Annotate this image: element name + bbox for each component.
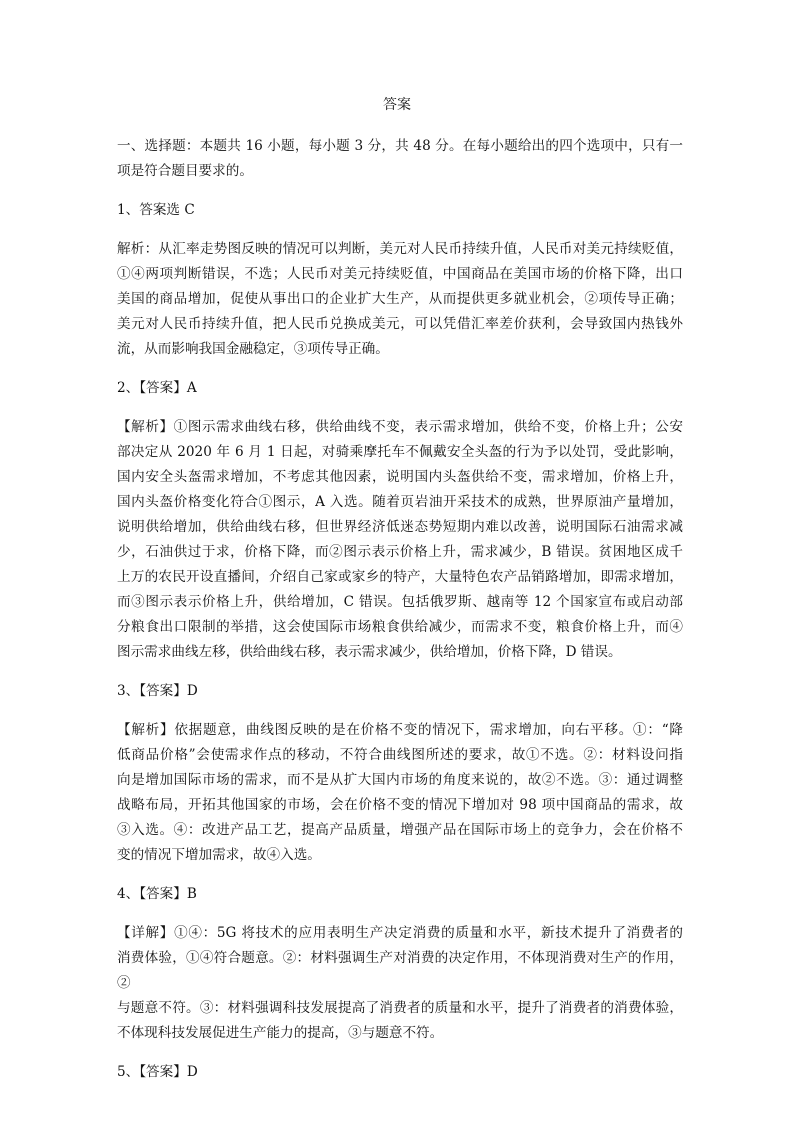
text-line: 不体现科技发展促进生产能力的提高，③与题意不符。	[117, 1025, 444, 1041]
text-line: 一、选择题：本题共 16 小题，每小题 3 分，共 48 分。在每小题给出的四个选项中，只有一	[117, 138, 683, 154]
question-4-answer: 4、【答案】B	[117, 886, 197, 902]
text-line: 解析：从汇率走势图反映的情况可以判断，美元对人民币持续升值，人民币对美元持续贬值，	[117, 241, 683, 257]
answer-content	[117, 134, 683, 1099]
section-instructions	[117, 134, 683, 184]
text-line: 【解析】①图示需求曲线右移，供给曲线不变，表示需求增加，供给不变，价格上升；公安	[117, 419, 683, 435]
text-line: 说明供给增加，供给曲线右移，但世界经济低迷态势短期内难以改善，说明国际石油需求减	[117, 519, 683, 535]
question-2-explanation	[117, 415, 683, 665]
question-3-answer: 3、【答案】D	[117, 683, 198, 699]
text-line: 【解析】依据题意，曲线图反映的是在价格不变的情况下，需求增加，向右平移。①：“降	[117, 722, 683, 738]
text-line: 【详解】①④：5G 将技术的应用表明生产决定消费的质量和水平，新技术提升了消费者的	[117, 925, 683, 941]
question-2-answer: 2、【答案】A	[117, 380, 197, 396]
text-line: 美国的商品增加，促使从事出口的企业扩大生产，从而提供更多就业机会，②项传导正确；	[117, 291, 683, 307]
text-line: 分粮食出口限制的举措，这会使国际市场粮食供给减少，而需求不变，粮食价格上升，而④	[117, 619, 683, 635]
text-line: 而③图示表示价格上升，供给增加，C 错误。包括俄罗斯、越南等 12 个国家宣布或启动部	[117, 594, 683, 610]
question-3-explanation	[117, 718, 683, 868]
text-line: 与题意不符。③：材料强调科技发展提高了消费者的质量和水平，提升了消费者的消费体验，	[117, 1000, 683, 1016]
text-line: 向是增加国际市场的需求，而不是从扩大国内市场的角度来说的，故②不选。③：通过调整	[117, 772, 683, 788]
text-line: 图示需求曲线左移，供给曲线右移，表示需求减少，供给增加，价格下降，D 错误。	[117, 644, 622, 660]
text-line: 流，从而影响我国金融稳定，③项传导正确。	[117, 341, 389, 357]
text-line: 上万的农民开设直播间，介绍自己家或家乡的特产，大量特色农产品销路增加，即需求增加，	[117, 569, 683, 585]
text-line: 美元对人民币持续升值，把人民币兑换成美元，可以凭借汇率差价获利，会导致国内热钱外	[117, 316, 683, 332]
text-line: ③入选。④：改进产品工艺，提高产品质量，增强产品在国际市场上的竞争力，会在价格不	[117, 822, 683, 838]
question-1-explanation	[117, 237, 683, 362]
text-line: 战略布局，开拓其他国家的市场，会在价格不变的情况下增加对 98 项中国商品的需求，故	[117, 797, 683, 813]
text-line: ①④两项判断错误，不选；人民币对美元持续贬值，中国商品在美国市场的价格下降，出口	[117, 266, 683, 282]
question-1-answer: 1、答案选 C	[117, 202, 195, 218]
page-title: 答案	[383, 97, 411, 113]
text-line: 低商品价格”会使需求作点的移动，不符合曲线图所述的要求，故①不选。②：材料设问指	[117, 747, 683, 763]
text-line: 国内安全头盔需求增加，不考虑其他因素，说明国内头盔供给不变，需求增加，价格上升，	[117, 469, 683, 485]
text-line: 少，石油供过于求，价格下降，而②图示表示价格上升，需求减少，B 错误。贫困地区成千	[117, 544, 683, 560]
text-line: 项是符合题目要求的。	[117, 163, 253, 179]
question-5-answer: 5、【答案】D	[117, 1064, 198, 1080]
question-4-explanation	[117, 921, 683, 1046]
text-line: 变的情况下增加需求，故④入选。	[117, 847, 321, 863]
text-line: 部决定从 2020 年 6 月 1 日起，对骑乘摩托车不佩戴安全头盔的行为予以处罚，受此影响，	[117, 444, 683, 460]
text-line: 国内头盔价格变化符合①图示，A 入选。随着页岩油开采技术的成熟，世界原油产量增加，	[117, 494, 683, 510]
text-line: 消费体验，①④符合题意。②：材料强调生产对消费的决定作用，不体现消费对生产的作用，②	[117, 950, 683, 991]
